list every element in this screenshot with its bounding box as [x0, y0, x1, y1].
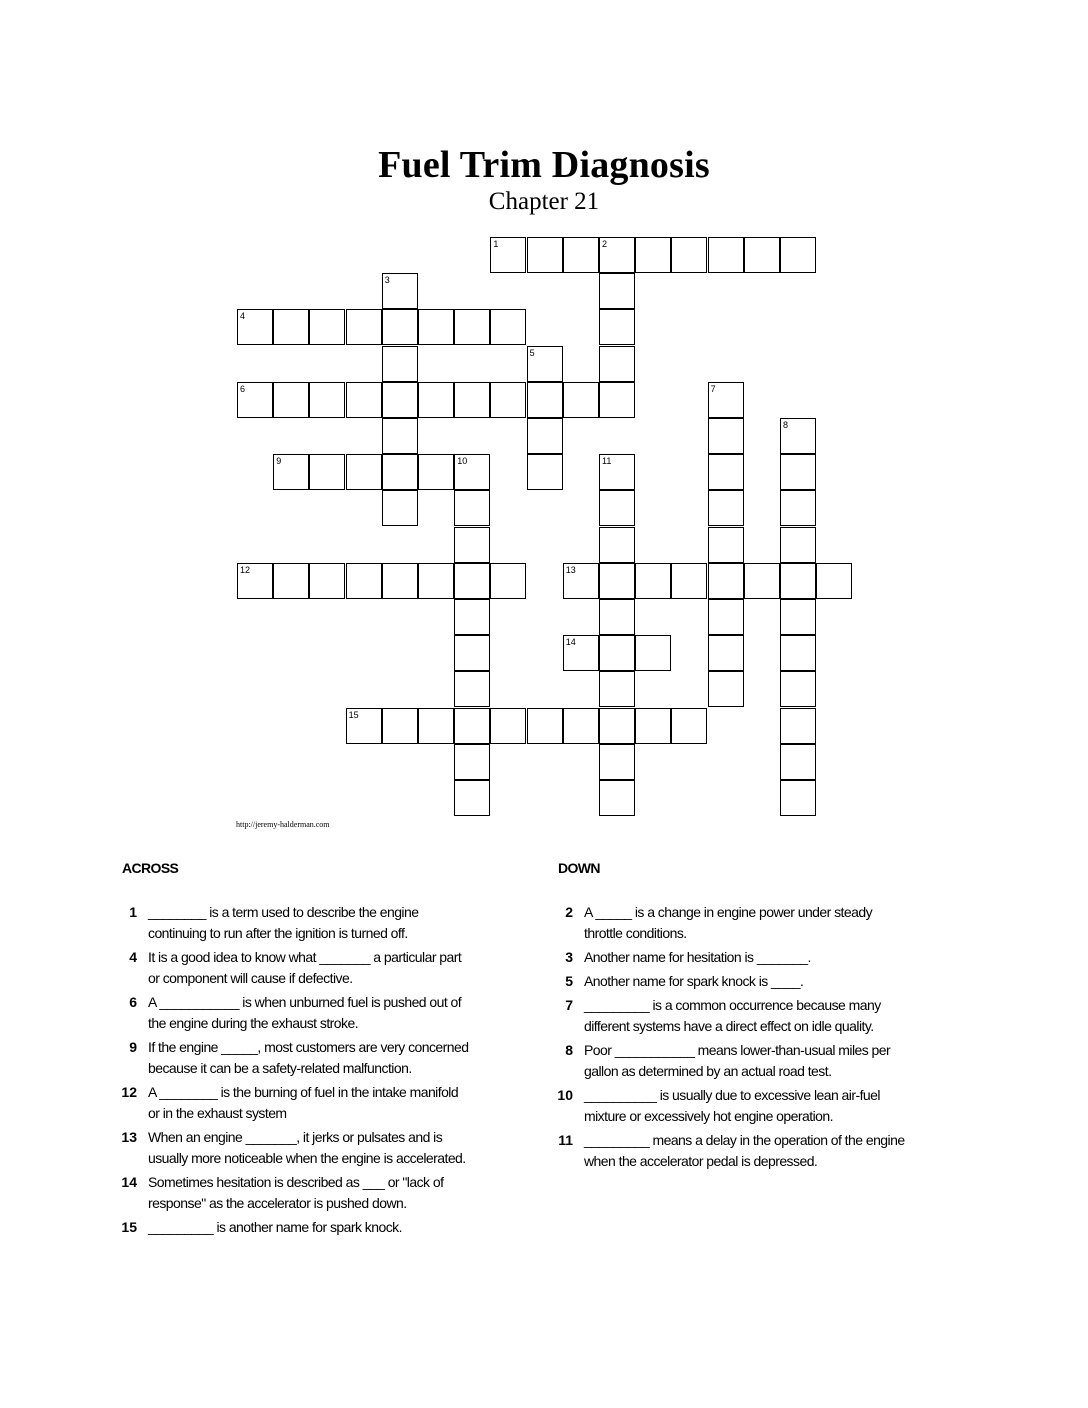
clue-item-text: Another name for spark knock is ____.: [584, 973, 804, 989]
clue-item-number: 3: [565, 949, 573, 965]
grid-cell[interactable]: [490, 237, 526, 273]
grid-cell[interactable]: [599, 780, 635, 816]
grid-cell[interactable]: [780, 671, 816, 707]
grid-cell[interactable]: [273, 309, 309, 345]
grid-cell[interactable]: [273, 563, 309, 599]
clue-item-number: 14: [121, 1174, 137, 1190]
clue-item-number: 5: [565, 973, 573, 989]
across-clue-list: [111, 902, 471, 1241]
grid-cell[interactable]: [527, 454, 563, 490]
source-url: http://jeremy-halderman.com: [236, 820, 330, 829]
clue-number: 3: [384, 275, 390, 286]
clue-number: 2: [602, 239, 608, 249]
page-subtitle: Chapter 21: [488, 188, 600, 215]
grid-cell[interactable]: [309, 454, 345, 490]
grid-cell[interactable]: [382, 418, 418, 454]
clue-item: [547, 902, 907, 944]
grid-cell[interactable]: [418, 708, 454, 744]
clue-item-number: 10: [557, 1087, 573, 1103]
clue-item-text: A _____ is a change in engine power under steady throttle conditions.: [584, 904, 873, 941]
grid-cell[interactable]: [454, 780, 490, 816]
grid-cell[interactable]: [708, 490, 744, 526]
grid-cell[interactable]: [527, 346, 563, 382]
clue-item-number: 7: [565, 997, 573, 1013]
grid-cell[interactable]: [599, 635, 635, 671]
clue-item-text: A ___________ is when unburned fuel is pushed out of the engine during the exhaust stroke.: [148, 994, 462, 1031]
grid-cell[interactable]: [599, 563, 635, 599]
grid-cell[interactable]: [237, 309, 273, 345]
clue-item-text: A ________ is the burning of fuel in the intake manifold or in the exhaust system: [148, 1084, 459, 1121]
grid-cell[interactable]: [599, 273, 635, 309]
clue-item: [547, 1130, 907, 1172]
grid-cell[interactable]: [454, 708, 490, 744]
grid-cell[interactable]: [346, 382, 382, 418]
grid-cell[interactable]: [599, 346, 635, 382]
down-heading: DOWN: [558, 860, 600, 876]
grid-cell[interactable]: [744, 563, 780, 599]
grid-cell[interactable]: [780, 780, 816, 816]
grid-cell[interactable]: [309, 563, 345, 599]
clue-item-number: 1: [129, 904, 137, 920]
clue-item-text: __________ is usually due to excessive lean air-fuel mixture or excessively hot engine operation.: [584, 1087, 880, 1124]
across-heading: ACROSS: [122, 860, 179, 876]
grid-cell[interactable]: [780, 599, 816, 635]
clue-item: [547, 947, 907, 968]
clue-number: 1: [493, 239, 499, 249]
grid-cell[interactable]: [382, 454, 418, 490]
grid-cell[interactable]: [418, 454, 454, 490]
grid-cell[interactable]: [454, 671, 490, 707]
grid-cell[interactable]: [635, 563, 671, 599]
grid-cell[interactable]: [454, 744, 490, 780]
page-title: Fuel Trim Diagnosis: [378, 144, 710, 186]
grid-cell[interactable]: [671, 237, 707, 273]
grid-cell[interactable]: [563, 635, 599, 671]
clue-item: [547, 995, 907, 1037]
clue-number: 4: [240, 311, 246, 322]
grid-cell[interactable]: [599, 671, 635, 707]
grid-cell[interactable]: [490, 708, 526, 744]
clue-item: [111, 947, 471, 989]
grid-cell[interactable]: [382, 382, 418, 418]
clue-item: [547, 1085, 907, 1127]
grid-cell[interactable]: [563, 708, 599, 744]
clue-number: 5: [529, 347, 535, 358]
grid-cell[interactable]: [346, 309, 382, 345]
grid-cell[interactable]: [418, 382, 454, 418]
grid-cell[interactable]: [708, 635, 744, 671]
clue-number: 14: [565, 637, 576, 648]
clue-item-number: 12: [121, 1084, 137, 1100]
grid-cell[interactable]: [780, 563, 816, 599]
clue-item-text: Sometimes hesitation is described as ___ or "lack of response" as the accelerator is pushed down.: [148, 1174, 444, 1211]
grid-cell[interactable]: [599, 454, 635, 490]
clue-item-text: _________ is another name for spark knock.: [148, 1219, 402, 1235]
clue-item-text: If the engine _____, most customers are very concerned because it can be a safety-related malfunction.: [148, 1039, 469, 1076]
grid-cell[interactable]: [490, 382, 526, 418]
grid-cell[interactable]: [237, 563, 273, 599]
grid-cell[interactable]: [382, 309, 418, 345]
clue-number: 9: [276, 456, 282, 467]
clue-item-number: 8: [565, 1042, 573, 1058]
grid-cell[interactable]: [708, 382, 744, 418]
grid-cell[interactable]: [454, 599, 490, 635]
grid-cell[interactable]: [708, 599, 744, 635]
clue-item-text: When an engine _______, it jerks or pulsates and is usually more noticeable when the engine is accelerated.: [148, 1129, 466, 1166]
grid-cell[interactable]: [635, 635, 671, 671]
grid-cell[interactable]: [780, 708, 816, 744]
clue-number: 6: [240, 383, 246, 394]
grid-cell[interactable]: [671, 708, 707, 744]
grid-cell[interactable]: [382, 563, 418, 599]
grid-cell[interactable]: [599, 382, 635, 418]
clue-item: [547, 1040, 907, 1082]
clue-item-text: _________ means a delay in the operation of the engine when the accelerator pedal is depressed.: [584, 1132, 905, 1169]
grid-cell[interactable]: [563, 382, 599, 418]
clue-item: [111, 1217, 471, 1238]
clue-item-text: Poor ___________ means lower-than-usual miles per gallon as determined by an actual road test.: [584, 1042, 891, 1079]
grid-cell[interactable]: [635, 708, 671, 744]
grid-cell[interactable]: [708, 454, 744, 490]
grid-cell[interactable]: [454, 635, 490, 671]
grid-cell[interactable]: [454, 454, 490, 490]
clue-item-number: 15: [121, 1219, 137, 1235]
grid-cell[interactable]: [527, 418, 563, 454]
clue-item-text: Another name for hesitation is _______.: [584, 949, 811, 965]
grid-cell[interactable]: [708, 671, 744, 707]
clue-item-number: 13: [121, 1129, 137, 1145]
grid-cell[interactable]: [780, 237, 816, 273]
grid-cell[interactable]: [527, 382, 563, 418]
grid-cell[interactable]: [454, 490, 490, 526]
grid-cell[interactable]: [744, 237, 780, 273]
grid-cell[interactable]: [454, 382, 490, 418]
clue-item-text: It is a good idea to know what _______ a particular part or component will cause if defective.: [148, 949, 462, 986]
grid-cell[interactable]: [780, 490, 816, 526]
grid-cell[interactable]: [309, 382, 345, 418]
clue-number: 10: [457, 456, 468, 467]
grid-cell[interactable]: [273, 382, 309, 418]
clue-item: [111, 1127, 471, 1169]
grid-cell[interactable]: [527, 237, 563, 273]
grid-cell[interactable]: [599, 744, 635, 780]
clue-item-number: 6: [129, 994, 137, 1010]
clue-number: 12: [240, 564, 251, 575]
clue-item: [111, 902, 471, 944]
grid-cell[interactable]: [780, 454, 816, 490]
grid-cell[interactable]: [708, 563, 744, 599]
grid-cell[interactable]: [599, 490, 635, 526]
clue-item: [111, 1172, 471, 1214]
grid-cell[interactable]: [309, 309, 345, 345]
clue-item: [111, 1082, 471, 1124]
grid-cell[interactable]: [599, 309, 635, 345]
grid-cell[interactable]: [708, 237, 744, 273]
clue-item: [111, 1037, 471, 1079]
grid-cell[interactable]: [418, 563, 454, 599]
clue-item-text: ________ is a term used to describe the engine continuing to run after the ignition is turned off.: [148, 904, 419, 941]
grid-cell[interactable]: [816, 563, 852, 599]
grid-cell[interactable]: [454, 527, 490, 563]
grid-cell[interactable]: [527, 708, 563, 744]
grid-cell[interactable]: [418, 309, 454, 345]
clue-item: [111, 992, 471, 1034]
grid-cell[interactable]: [237, 382, 273, 418]
grid-cell[interactable]: [346, 563, 382, 599]
grid-cell[interactable]: [780, 527, 816, 563]
clue-item-text: _________ is a common occurrence because many different systems have a direct effect on idle quality.: [584, 997, 881, 1034]
grid-cell[interactable]: [780, 635, 816, 671]
grid-cell[interactable]: [708, 527, 744, 563]
grid-cell[interactable]: [382, 273, 418, 309]
grid-cell[interactable]: [346, 708, 382, 744]
down-clue-list: [547, 902, 907, 1175]
grid-cell[interactable]: [599, 708, 635, 744]
clue-number: 13: [565, 564, 576, 575]
grid-cell[interactable]: [780, 744, 816, 780]
grid-cell[interactable]: [454, 309, 490, 345]
grid-cell[interactable]: [780, 418, 816, 454]
grid-cell[interactable]: [563, 237, 599, 273]
grid-cell[interactable]: [382, 708, 418, 744]
grid-cell[interactable]: [490, 309, 526, 345]
grid-cell[interactable]: [599, 237, 635, 273]
grid-cell[interactable]: [490, 563, 526, 599]
clue-number: 15: [348, 709, 359, 720]
clue-item-number: 9: [129, 1039, 137, 1055]
grid-cell[interactable]: [346, 454, 382, 490]
clue-item-number: 11: [558, 1132, 573, 1148]
grid-cell[interactable]: [671, 563, 707, 599]
clue-number: 8: [783, 420, 789, 430]
grid-cell[interactable]: [454, 563, 490, 599]
clue-number: 7: [710, 383, 716, 394]
grid-cell[interactable]: [599, 527, 635, 563]
clue-item-number: 4: [129, 949, 137, 965]
grid-cell[interactable]: [635, 237, 671, 273]
clue-item: [547, 971, 907, 992]
grid-cell[interactable]: [563, 563, 599, 599]
grid-cell[interactable]: [382, 490, 418, 526]
clue-item-number: 2: [565, 904, 573, 920]
grid-cell[interactable]: [273, 454, 309, 490]
grid-cell[interactable]: [382, 346, 418, 382]
grid-cell[interactable]: [599, 599, 635, 635]
grid-cell[interactable]: [708, 418, 744, 454]
clue-number: 11: [602, 456, 612, 467]
